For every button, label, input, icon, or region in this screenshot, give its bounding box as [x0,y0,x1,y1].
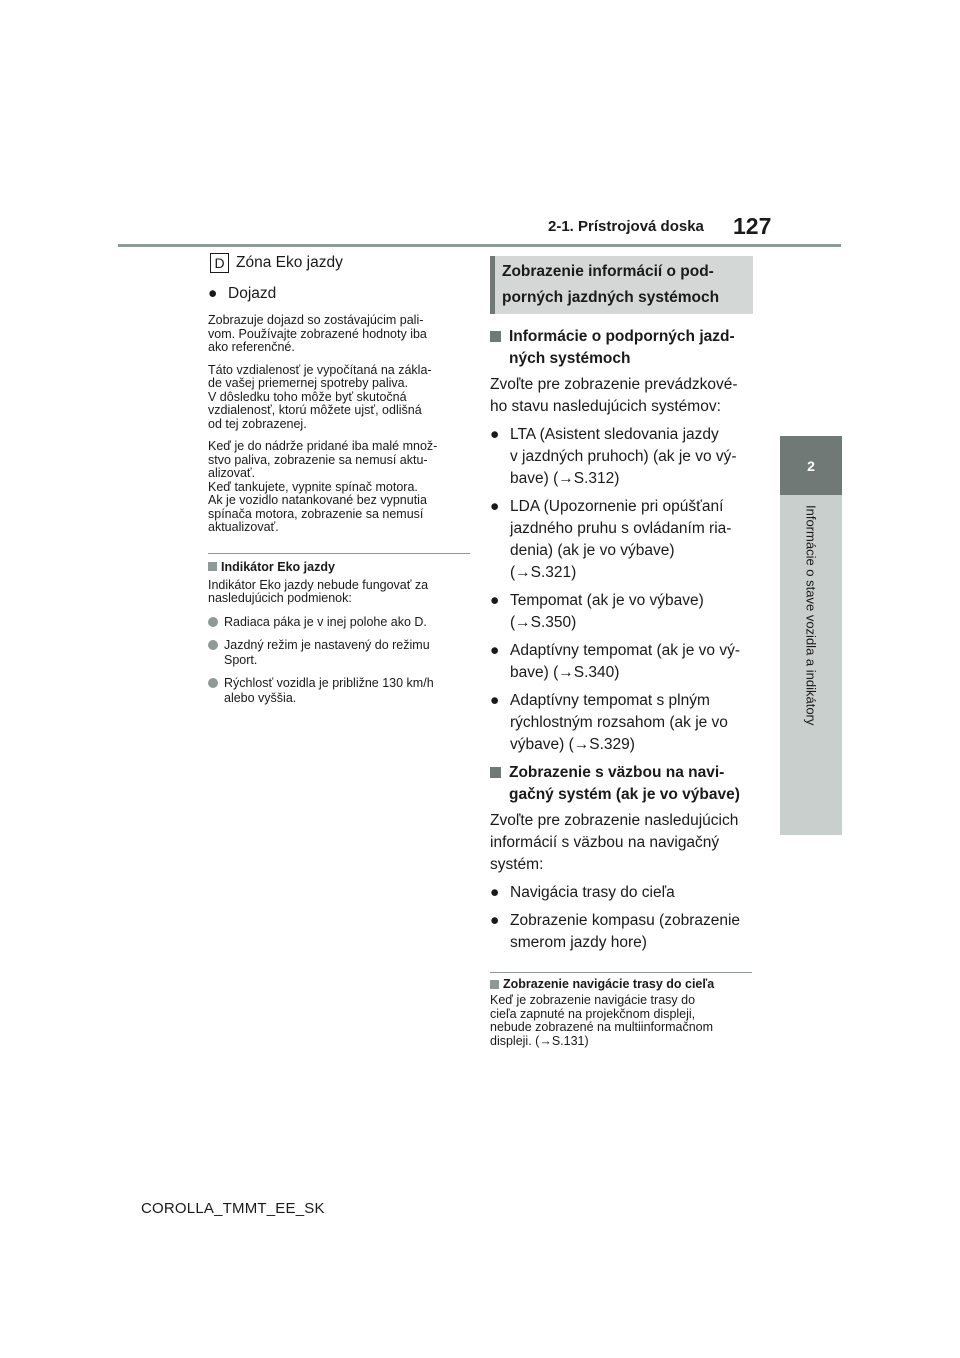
paragraph-line: vom. Používajte zobrazené hodnoty iba [208,326,427,341]
paragraph-line: aktualizovať. [208,520,279,534]
bullet-dot-icon: ● [490,592,500,609]
list-item-text [510,424,737,490]
note-line: cieľa zapnuté na projekčnom displeji, [490,1006,696,1021]
chapter-number: 2 [807,458,815,474]
page-number: 127 [733,213,772,239]
subheading-square-icon [490,767,501,778]
subheading-line: ných systémoch [509,350,631,367]
subheading-square-icon [490,331,501,342]
list-item-text [510,496,731,584]
eco-indicator-conditions [208,615,470,706]
navigation-linked-intro [490,810,752,876]
list-item-text [510,690,728,756]
route-guidance-note-heading [490,977,752,991]
paragraph-line: Keď tankujete, vypnite spínač motora. [208,479,418,494]
route-guidance-note-text [490,994,752,1048]
note-line: Keď je zobrazenie navigácie trasy do [490,993,696,1007]
paragraph-line: spínača motora, zobrazenie sa nemusí [208,506,424,521]
bullet-dot-icon: ● [490,912,500,929]
paragraph-line: ako referenčné. [208,340,295,354]
bullet-dot-icon [208,640,218,650]
subheading-line: Informácie o podporných jazd- [509,328,735,345]
list-item-line: rýchlostným rozsahom (ak je vo [510,714,728,731]
condition-text [224,638,430,668]
list-item-line: Adaptívny tempomat s plným [510,692,710,709]
navigation-linked-subheading [490,762,752,806]
note-divider [490,972,752,973]
list-item-line: (→S.350) [510,614,577,631]
note-intro-line: nasledujúcich podmienok: [208,591,352,605]
range-paragraph [208,314,470,355]
chapter-title: Informácie o stave vozidla a indikátory [803,505,819,726]
note-square-icon [490,980,499,989]
condition-item [208,638,470,668]
paragraph-line: stvo paliva, zobrazenie sa nemusí aktu- [208,452,428,467]
intro-line: systém: [490,856,544,873]
condition-item [208,676,470,706]
list-item-line: bave) (→S.312) [510,470,620,487]
list-item-line: (→S.321) [510,564,577,581]
note-square-icon [208,562,217,571]
condition-line: Rýchlosť vozidla je približne 130 km/h [224,675,434,690]
paragraph-line: Ak je vozidlo natankované bez vypnutia [208,493,427,507]
note-line: displeji. (→S.131) [490,1033,589,1048]
left-column [208,253,470,706]
navigation-linked-list [490,882,752,954]
intro-line: informácií s väzbou na navigačný [490,834,720,851]
header-rule [118,244,841,247]
support-systems-list [490,424,752,756]
list-item [490,690,752,756]
list-item-text [510,590,704,634]
list-item [490,882,752,904]
list-item-line: Zobrazenie kompasu (zobrazenie [510,912,741,929]
eco-zone-heading [208,253,470,273]
support-info-subheading-text [509,326,735,370]
range-bullet [208,283,470,305]
eco-indicator-note-intro [208,579,470,606]
paragraph-line: V dôsledku toho môže byť skutočná [208,389,407,404]
intro-line: ho stavu nasledujúcich systémov: [490,398,721,415]
list-item-line: jazdného pruhu s ovládaním ria- [510,520,732,537]
right-column [490,256,752,1048]
bullet-dot-icon [208,617,218,627]
list-item-line: LTA (Asistent sledovania jazdy [510,426,719,443]
document-code-footer: COROLLA_TMMT_EE_SK [141,1200,325,1217]
paragraph-line: Zobrazuje dojazd so zostávajúcim pali- [208,313,424,327]
running-header-section: 2-1. Prístrojová doska [548,218,704,235]
note-divider [208,553,470,554]
list-item [490,496,752,584]
subheading-line: gačný systém (ak je vo výbave) [509,786,740,803]
note-line: nebude zobrazené na multiinformačnom [490,1020,714,1034]
list-item-line: v jazdných pruhoch) (ak je vo vý- [510,448,737,465]
navigation-linked-subheading-text [509,762,740,806]
support-systems-section-heading [490,256,753,314]
list-item-text [510,910,740,954]
list-item-line: Navigácia trasy do cieľa [510,884,675,901]
bullet-dot-icon [208,678,218,688]
paragraph-line: Táto vzdialenosť je vypočítaná na zákla- [208,362,432,377]
list-item-text [510,640,740,684]
paragraph-line: od tej zobrazenej. [208,416,307,431]
bullet-dot-icon: ● [490,426,500,443]
support-info-intro [490,374,752,418]
paragraph-line: Keď je do nádrže pridané iba malé množ- [208,439,438,453]
list-item [490,910,752,954]
list-item [490,590,752,634]
list-item-line: bave) (→S.340) [510,664,620,681]
bullet-dot-icon: ● [490,884,500,901]
note-intro-line: Indikátor Eko jazdy nebude fungovať za [208,577,429,592]
chapter-title-wrap [780,505,842,815]
list-item-text [510,882,675,904]
bullet-dot-icon: ● [490,642,500,659]
list-item-line: LDA (Upozornenie pri opúšťaní [510,498,724,515]
list-item-line: smerom jazdy hore) [510,934,647,951]
range-paragraph [208,440,470,535]
intro-line: Zvoľte pre zobrazenie prevádzkové- [490,376,738,393]
eco-indicator-note-title: Indikátor Eko jazdy [221,559,335,574]
list-item-line: výbave) (→S.329) [510,736,635,753]
route-guidance-note-title: Zobrazenie navigácie trasy do cieľa [503,977,715,991]
support-info-subheading [490,326,752,370]
list-item-line: Tempomat (ak je vo výbave) [510,592,704,609]
condition-text [224,615,427,630]
range-bullet-text: Dojazd [228,285,277,302]
list-item-line: denia) (ak je vo výbave) [510,542,675,559]
paragraph-line: vzdialenosť, ktorú môžete ujsť, odlišná [208,403,422,417]
paragraph-line: de vašej priemernej spotreby paliva. [208,376,409,390]
list-item [490,424,752,490]
eco-zone-title: Zóna Eko jazdy [236,254,343,271]
eco-indicator-note-heading [208,560,470,574]
bullet-dot-icon: ● [490,692,500,709]
intro-line: Zvoľte pre zobrazenie nasledujúcich [490,812,739,829]
list-item [490,640,752,684]
condition-line: Jazdný režim je nastavený do režimu [224,637,430,652]
bullet-dot-icon: ● [490,498,500,515]
subheading-line: Zobrazenie s väzbou na navi- [509,764,725,781]
section-heading-line: Zobrazenie informácií o pod- [502,263,714,280]
condition-text [224,676,434,706]
range-paragraphs [208,314,470,535]
condition-item [208,615,470,630]
paragraph-line: alizovať. [208,466,256,480]
callout-label-d: D [210,253,229,273]
condition-line: Radiaca páka je v inej polohe ako D. [224,614,427,629]
bullet-dot-icon: ● [208,285,218,302]
section-heading-line: porných jazdných systémoch [502,289,720,306]
condition-line: alebo vyššia. [224,690,297,705]
range-paragraph [208,364,470,432]
condition-line: Sport. [224,652,258,667]
list-item-line: Adaptívny tempomat (ak je vo vý- [510,642,741,659]
